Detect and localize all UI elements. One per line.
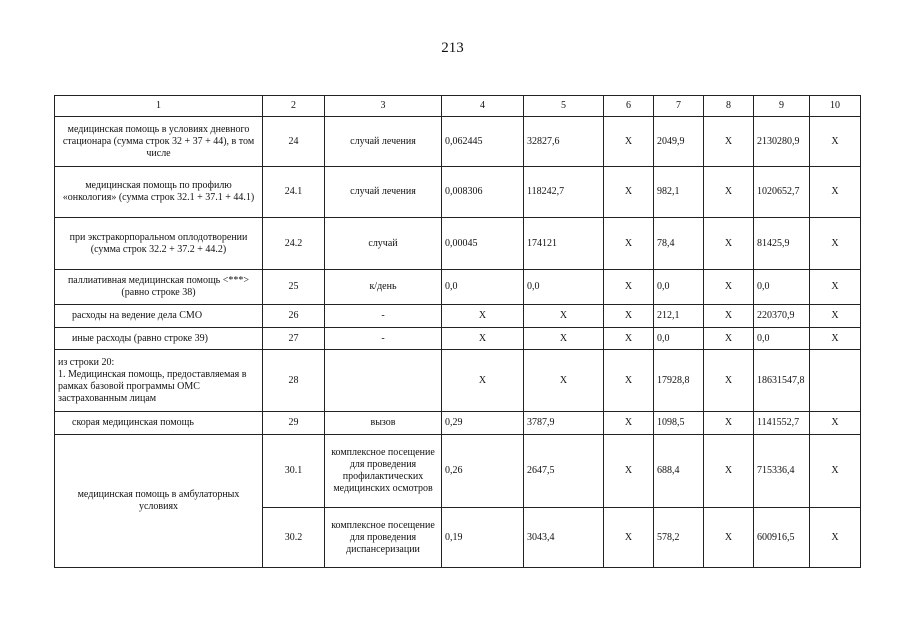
cell-col10: X [810,167,861,218]
cell-col9: 81425,9 [754,218,810,270]
table-row [55,412,861,435]
table-row [55,218,861,270]
page-number: 213 [441,40,464,56]
cell-col7: 78,4 [654,218,704,270]
cell-col5: 32827,6 [524,117,604,167]
cell-col6: X [604,270,654,305]
cell-col6: X [604,305,654,328]
cell-col7: 688,4 [654,435,704,508]
header-cell: 7 [654,96,704,117]
table-row [55,435,861,508]
cell-col9: 18631547,8 [754,350,810,412]
cell-col8: X [704,117,754,167]
table-row [55,270,861,305]
row-unit: случай лечения [325,167,442,218]
row-code: 24.1 [263,167,325,218]
cell-col5: 118242,7 [524,167,604,218]
cell-col7: 578,2 [654,508,704,568]
cell-col8: X [704,167,754,218]
table-row [55,350,861,412]
cell-col5: 2647,5 [524,435,604,508]
row-code: 25 [263,270,325,305]
row-label: медицинская помощь в условиях дневного стационара (сумма строк 32 + 37 + 44), в том числе [55,117,263,167]
row-unit: комплексное посещение для проведения профилактических медицинских осмотров [325,435,442,508]
row-unit: случай [325,218,442,270]
header-row [55,96,861,117]
header-cell: 6 [604,96,654,117]
cell-col10 [810,350,861,412]
row-label-ambulatory: медицинская помощь в амбулаторных условиях [55,435,263,568]
row-code: 28 [263,350,325,412]
cell-col9: 0,0 [754,328,810,350]
cell-col7: 212,1 [654,305,704,328]
cell-col5: 3043,4 [524,508,604,568]
row-code: 30.2 [263,508,325,568]
header-cell: 10 [810,96,861,117]
row-unit: вызов [325,412,442,435]
row-code: 30.1 [263,435,325,508]
cell-col8: X [704,412,754,435]
cell-col6: X [604,508,654,568]
cell-col6: X [604,350,654,412]
cell-col4: X [442,350,524,412]
cell-col10: X [810,435,861,508]
cell-col9: 715336,4 [754,435,810,508]
row-unit: к/день [325,270,442,305]
cell-col4: 0,29 [442,412,524,435]
cell-col9: 1020652,7 [754,167,810,218]
row-code: 27 [263,328,325,350]
cell-col9: 2130280,9 [754,117,810,167]
cell-col7: 2049,9 [654,117,704,167]
cell-col4: 0,0 [442,270,524,305]
header-cell: 8 [704,96,754,117]
row-unit: случай лечения [325,117,442,167]
header-cell: 3 [325,96,442,117]
row-label: расходы на ведение дела СМО [55,305,263,328]
row-unit: - [325,328,442,350]
cell-col7: 0,0 [654,328,704,350]
cell-col8: X [704,270,754,305]
data-table [54,95,861,568]
cell-col8: X [704,508,754,568]
cell-col8: X [704,350,754,412]
cell-col6: X [604,328,654,350]
row-code: 29 [263,412,325,435]
cell-col8: X [704,328,754,350]
row-unit [325,350,442,412]
cell-col5: 0,0 [524,270,604,305]
cell-col10: X [810,218,861,270]
table-row [55,305,861,328]
header-cell: 1 [55,96,263,117]
cell-col5: X [524,328,604,350]
cell-col8: X [704,305,754,328]
table-row [55,117,861,167]
cell-col5: X [524,305,604,328]
cell-col4: X [442,305,524,328]
row-label: скорая медицинская помощь [55,412,263,435]
cell-col10: X [810,117,861,167]
cell-col6: X [604,412,654,435]
row-code: 24 [263,117,325,167]
cell-col5: 174121 [524,218,604,270]
cell-col6: X [604,167,654,218]
cell-col7: 982,1 [654,167,704,218]
cell-col4: 0,008306 [442,167,524,218]
cell-col10: X [810,270,861,305]
cell-col4: 0,062445 [442,117,524,167]
row-code: 26 [263,305,325,328]
cell-col9: 600916,5 [754,508,810,568]
cell-col6: X [604,435,654,508]
table-row [55,328,861,350]
cell-col4: 0,00045 [442,218,524,270]
cell-col4: 0,26 [442,435,524,508]
cell-col5: X [524,350,604,412]
row-label: иные расходы (равно строке 39) [55,328,263,350]
cell-col9: 220370,9 [754,305,810,328]
table-row [55,167,861,218]
cell-col5: 3787,9 [524,412,604,435]
cell-col6: X [604,218,654,270]
cell-col9: 0,0 [754,270,810,305]
cell-col10: X [810,305,861,328]
cell-col8: X [704,218,754,270]
cell-col7: 17928,8 [654,350,704,412]
cell-col7: 1098,5 [654,412,704,435]
row-code: 24.2 [263,218,325,270]
cell-col10: X [810,412,861,435]
row-label: при экстракорпоральном оплодотворении (сумма строк 32.2 + 37.2 + 44.2) [55,218,263,270]
cell-col10: X [810,328,861,350]
cell-col4: 0,19 [442,508,524,568]
cell-col4: X [442,328,524,350]
header-cell: 2 [263,96,325,117]
header-cell: 9 [754,96,810,117]
row-unit: комплексное посещение для проведения диспансеризации [325,508,442,568]
row-label: из строки 20: 1. Медицинская помощь, предоставляемая в рамках базовой программы ОМС застрахованным лицам [55,350,263,412]
cell-col10: X [810,508,861,568]
cell-col9: 1141552,7 [754,412,810,435]
row-label: медицинская помощь по профилю «онкология» (сумма строк 32.1 + 37.1 + 44.1) [55,167,263,218]
header-cell: 4 [442,96,524,117]
cell-col7: 0,0 [654,270,704,305]
header-cell: 5 [524,96,604,117]
cell-col8: X [704,435,754,508]
row-label: паллиативная медицинская помощь <***> (равно строке 38) [55,270,263,305]
cell-col6: X [604,117,654,167]
row-unit: - [325,305,442,328]
